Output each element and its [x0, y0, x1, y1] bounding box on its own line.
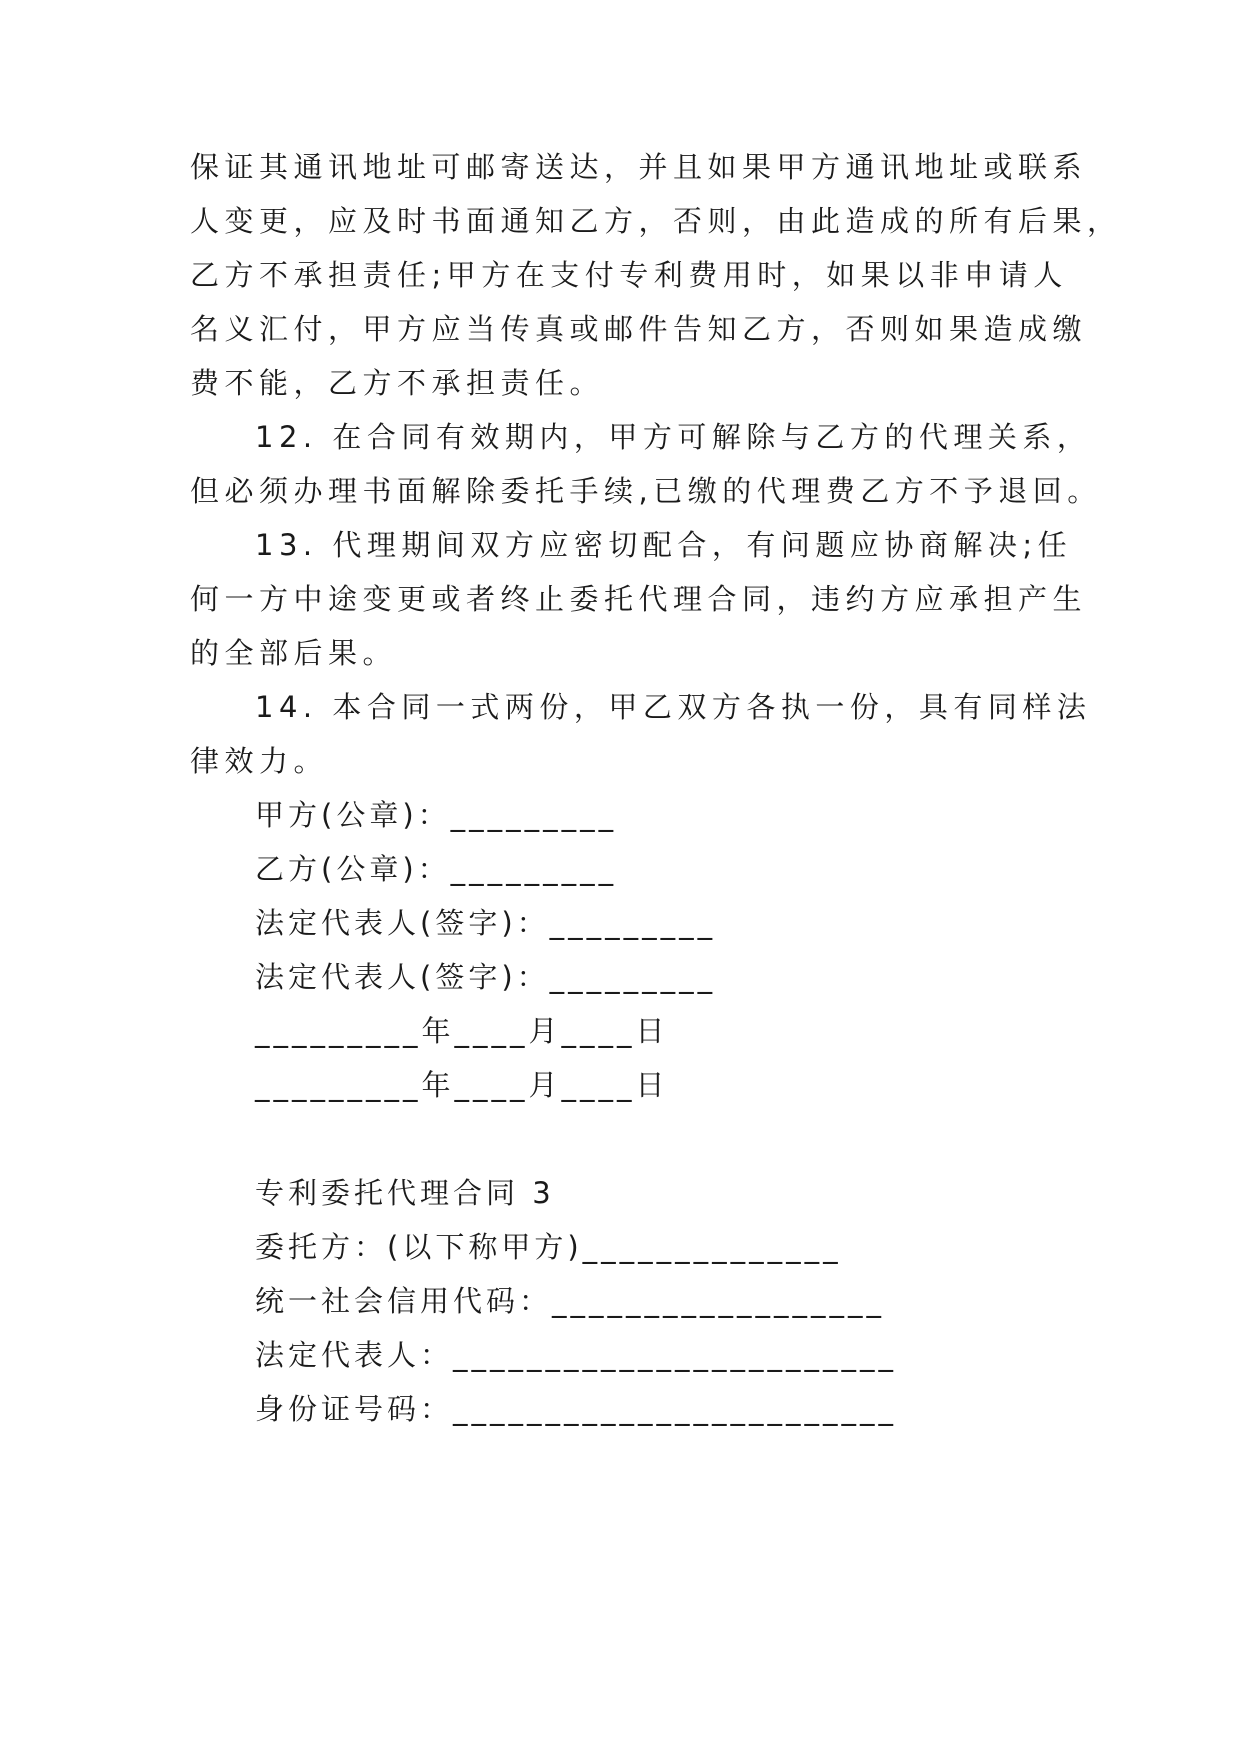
clause-11-line-2: 人变更，应及时书面通知乙方，否则，由此造成的所有后果， [190, 204, 1122, 238]
clause-11-line-3: 乙方不承担责任;甲方在支付专利费用时，如果以非申请人 [190, 258, 1068, 292]
clause-13-line-1: 13. 代理期间双方应密切配合，有问题应协商解决;任 [255, 528, 1073, 562]
date-line-b: _________年____月____日 [255, 1068, 669, 1102]
clause-11-line-4: 名义汇付，甲方应当传真或邮件告知乙方，否则如果造成缴 [190, 312, 1088, 346]
client-line: 委托方：(以下称甲方)______________ [255, 1230, 842, 1264]
party-a-seal-line: 甲方(公章)：_________ [255, 798, 618, 832]
clause-12-line-2: 但必须办理书面解除委托手续,已缴的代理费乙方不予退回。 [190, 474, 1102, 508]
id-number-line: 身份证号码：________________________ [255, 1392, 898, 1426]
clause-11-line-5: 费不能，乙方不承担责任。 [190, 366, 605, 400]
legal-rep-signature-a: 法定代表人(签字)：_________ [255, 906, 717, 940]
contract-3-title: 专利委托代理合同 3 [255, 1176, 555, 1210]
party-b-seal-line: 乙方(公章)：_________ [255, 852, 618, 886]
clause-13-line-3: 的全部后果。 [190, 636, 398, 670]
clause-11-line-1: 保证其通讯地址可邮寄送达，并且如果甲方通讯地址或联系 [190, 150, 1088, 184]
clause-14-line-1: 14. 本合同一式两份，甲乙双方各执一份，具有同样法 [255, 690, 1092, 724]
date-line-a: _________年____月____日 [255, 1014, 669, 1048]
legal-rep-signature-b: 法定代表人(签字)：_________ [255, 960, 717, 994]
clause-14-line-2: 律效力。 [190, 744, 329, 778]
legal-rep-line: 法定代表人：________________________ [255, 1338, 898, 1372]
clause-13-line-2: 何一方中途变更或者终止委托代理合同，违约方应承担产生 [190, 582, 1088, 616]
credit-code-line: 统一社会信用代码：__________________ [255, 1284, 886, 1318]
clause-12-line-1: 12. 在合同有效期内，甲方可解除与乙方的代理关系， [255, 420, 1092, 454]
